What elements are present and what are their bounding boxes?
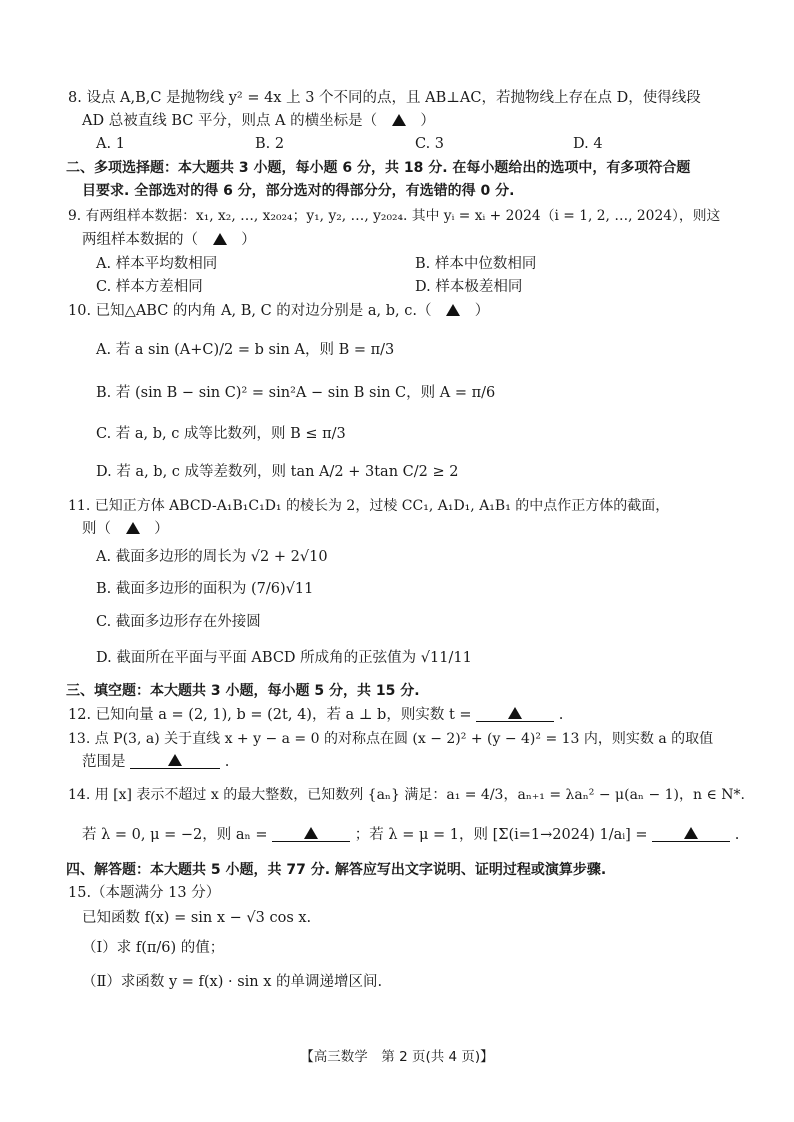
- q11-option-c: C. 截面多边形存在外接圆: [96, 614, 261, 630]
- q9-line2: [82, 230, 256, 250]
- q10-stem-end: ）: [474, 303, 490, 319]
- section2-heading-line2: 目要求. 全部选对的得 6 分，部分选对的得部分分，有选错的得 0 分.: [82, 183, 515, 199]
- page-footer: 【高三数学 第 2 页(共 4 页)】: [300, 1049, 494, 1065]
- q14-line2: [82, 825, 739, 845]
- q9-option-b: B. 样本中位数相同: [415, 256, 537, 272]
- q11-option-b: B. 截面多边形的面积为 (7/6)√11: [96, 581, 314, 597]
- q9-option-c: C. 样本方差相同: [96, 279, 203, 295]
- triangle-icon: [508, 707, 522, 719]
- q10-option-a: A. 若 a sin (A+C)/2 = b sin A，则 B = π/3: [96, 342, 395, 358]
- section2-heading-line1: 二、多项选择题：本大题共 3 小题，每小题 6 分，共 18 分. 在每小题给出的选项中，有多项符合题: [66, 160, 691, 176]
- q8-option-a: A. 1: [96, 136, 125, 152]
- q11-option-a: A. 截面多边形的周长为 √2 + 2√10: [96, 549, 328, 565]
- q15-line1: 15.（本题满分 13 分）: [68, 885, 221, 901]
- q14-stem-a: 若 λ = 0, μ = −2，则 aₙ =: [82, 827, 268, 843]
- q11-line2: [82, 519, 169, 539]
- q15-line4: （Ⅱ）求函数 y = f(x) · sin x 的单调递增区间.: [82, 974, 383, 990]
- q11-stem-end: ）: [154, 521, 169, 537]
- q8-stem-end: ）: [420, 113, 435, 129]
- q15-line2: 已知函数 f(x) = sin x − √3 cos x.: [82, 910, 312, 926]
- q12-line1: [68, 705, 563, 725]
- q10-option-d: D. 若 a, b, c 成等差数列，则 tan A/2 + 3tan C/2 ≥ 2: [96, 464, 459, 480]
- section4-heading: 四、解答题：本大题共 5 小题，共 77 分. 解答应写出文字说明、证明过程或演算步骤.: [66, 862, 607, 878]
- q10-option-b: B. 若 (sin B − sin C)² = sin²A − sin B sin C，则 A = π/6: [96, 385, 496, 401]
- q8-line2: [82, 111, 435, 131]
- q9-line1: 9. 有两组样本数据：x₁, x₂, …, x₂₀₂₄；y₁, y₂, …, y₂₀₂₄. 其中 yᵢ = xᵢ + 2024（i = 1, 2, …, 2024），则这: [68, 208, 721, 224]
- triangle-icon: [304, 827, 318, 839]
- q13-stem: 范围是: [82, 754, 126, 770]
- q14-stem-b: ；若 λ = μ = 1，则 [Σ(i=1→2024) 1/aᵢ] =: [354, 827, 648, 843]
- q11-stem: 则（: [82, 521, 111, 537]
- q9-option-d: D. 样本极差相同: [415, 279, 523, 295]
- q8-option-c: C. 3: [415, 136, 445, 152]
- q14-answer-blank-2[interactable]: [652, 825, 730, 842]
- q12-stem-end: .: [558, 707, 564, 723]
- q8-stem: AD 总被直线 BC 平分，则点 A 的横坐标是（: [82, 113, 378, 129]
- q10-option-c: C. 若 a, b, c 成等比数列，则 B ≤ π/3: [96, 426, 346, 442]
- q14-answer-blank-1[interactable]: [272, 825, 350, 842]
- q12-stem: 12. 已知向量 a = (2, 1), b = (2t, 4)，若 a ⊥ b，则实数 t =: [68, 707, 472, 723]
- triangle-icon: [213, 233, 227, 245]
- q12-answer-blank[interactable]: [476, 705, 554, 722]
- q11-option-d: D. 截面所在平面与平面 ABCD 所成角的正弦值为 √11/11: [96, 650, 472, 666]
- q8-option-d: D. 4: [573, 136, 603, 152]
- q10-line1: [68, 301, 489, 321]
- q10-stem: 10. 已知△ABC 的内角 A, B, C 的对边分别是 a, b, c.（: [68, 303, 432, 319]
- q11-line1: 11. 已知正方体 ABCD-A₁B₁C₁D₁ 的棱长为 2，过棱 CC₁, A₁D₁, A₁B₁ 的中点作正方体的截面，: [68, 498, 670, 514]
- triangle-icon: [392, 114, 406, 126]
- q13-answer-blank[interactable]: [130, 752, 220, 769]
- q13-line2: [82, 752, 229, 772]
- section3-heading: 三、填空题：本大题共 3 小题，每小题 5 分，共 15 分.: [66, 683, 420, 699]
- q13-stem-end: .: [224, 754, 230, 770]
- q15-line3: （Ⅰ）求 f(π/6) 的值；: [82, 940, 225, 956]
- q9-stem: 两组样本数据的（: [82, 232, 198, 248]
- triangle-icon: [684, 827, 698, 839]
- q14-line1: 14. 用 [x] 表示不超过 x 的最大整数，已知数列 {aₙ} 满足：a₁ = 4/3，aₙ₊₁ = λaₙ² − μ(aₙ − 1)，n ∈ N*.: [68, 787, 745, 803]
- triangle-icon: [168, 754, 182, 766]
- q13-line1: 13. 点 P(3, a) 关于直线 x + y − a = 0 的对称点在圆 (x − 2)² + (y − 4)² = 13 内，则实数 a 的取值: [68, 731, 714, 747]
- triangle-icon: [446, 304, 460, 316]
- q8-line1: 8. 设点 A,B,C 是抛物线 y² = 4x 上 3 个不同的点，且 AB⊥AC，若抛物线上存在点 D，使得线段: [68, 90, 701, 106]
- q9-option-a: A. 样本平均数相同: [96, 256, 218, 272]
- q14-stem-end: .: [734, 827, 740, 843]
- triangle-icon: [126, 522, 140, 534]
- q9-stem-end: ）: [241, 232, 256, 248]
- q8-option-b: B. 2: [255, 136, 285, 152]
